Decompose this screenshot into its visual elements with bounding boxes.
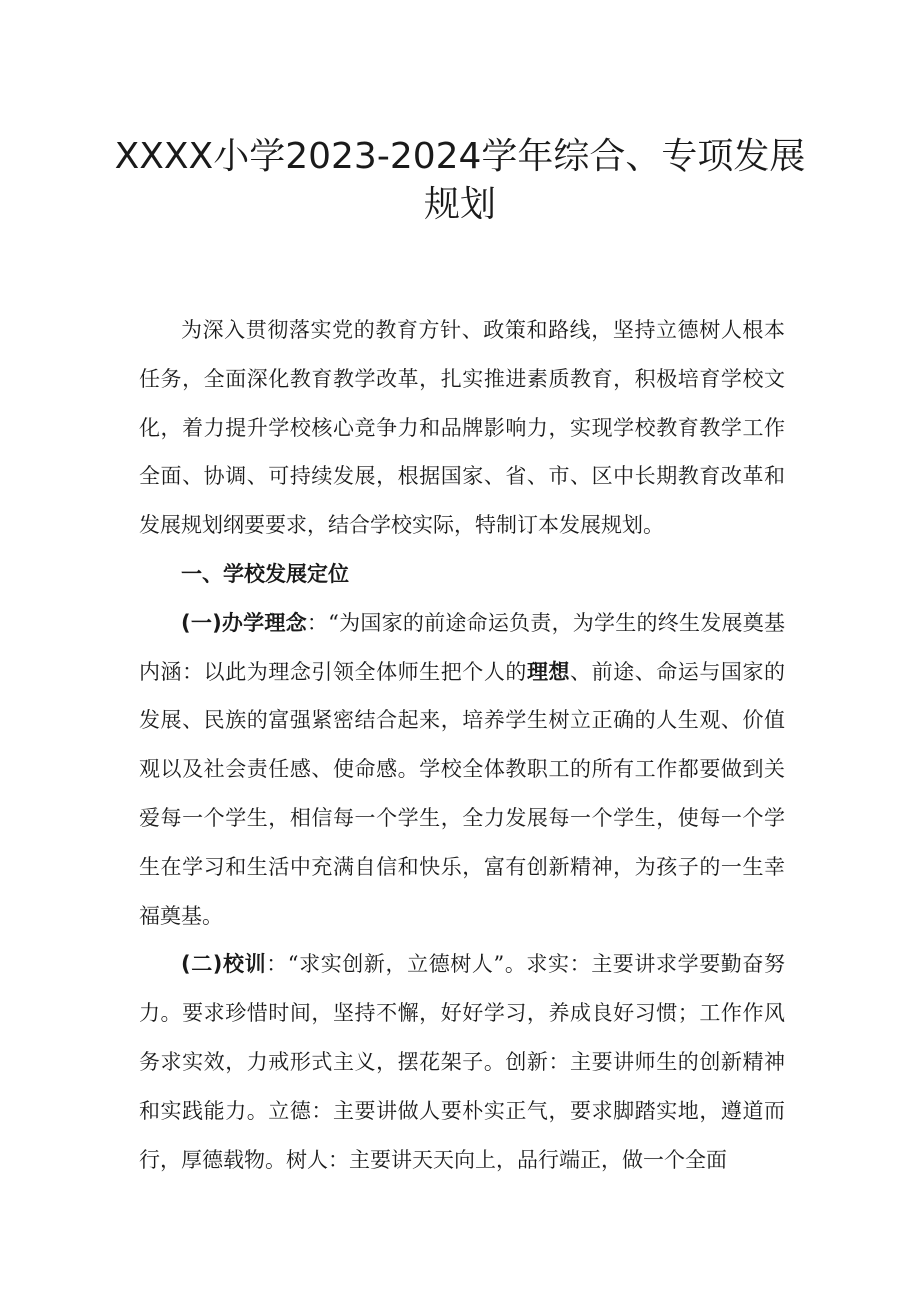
item2-paragraph: [139, 940, 785, 1184]
item2-text: ：“求实创新，立德树人”。求实：主要讲求学要勤奋努力。要求珍惜时间，坚持不懈，好好学习，养成良好习惯；工作作风务求实效，力戒形式主义，摆花架子。创新：主要讲师生的创新精神和实践能力。立德：主要讲做人要朴实正气，要求脚踏实地，遵道而行，厚德载物。树人：主要讲天天向上，品行端正，做一个全面: [139, 952, 785, 1172]
document-body: [139, 306, 785, 1184]
document-title-line-2: 规划: [423, 184, 496, 225]
item1-text-a: ：“为国家的前途命运负责，为学生的终生发展奠基内涵：以此为理念引领全体师生把个人的: [139, 610, 785, 684]
document-title-line-1: XXXX小学2023-2024学年综合、专项发展: [114, 136, 806, 177]
intro-paragraph: 为深入贯彻落实党的教育方针、政策和路线，坚持立德树人根本任务，全面深化教育教学改革，扎实推进素质教育，积极培育学校文化，着力提升学校核心竞争力和品牌影响力，实现学校教育教学工作全面、协调、可持续发展，根据国家、省、市、区中长期教育改革和发展规划纲要要求，结合学校实际，特制订本发展规划。: [139, 318, 785, 538]
section-heading: [139, 550, 785, 599]
section1-heading: 一、学校发展定位: [181, 561, 349, 586]
item2-label: (二)校训: [181, 952, 267, 977]
item1-paragraph: [139, 599, 785, 941]
item1-text-b: 、前途、命运与国家的发展、民族的富强紧密结合起来，培养学生树立正确的人生观、价值观以及社会责任感、使命感。学校全体教职工的所有工作都要做到关爱每一个学生，相信每一个学生，全力发展每一个学生，使每一个学生在学习和生活中充满自信和快乐，富有创新精神，为孩子的一生幸福奠基。: [139, 659, 786, 928]
item1-bold-word: 理想: [526, 659, 571, 684]
item1-label: (一)办学理念: [181, 610, 307, 635]
